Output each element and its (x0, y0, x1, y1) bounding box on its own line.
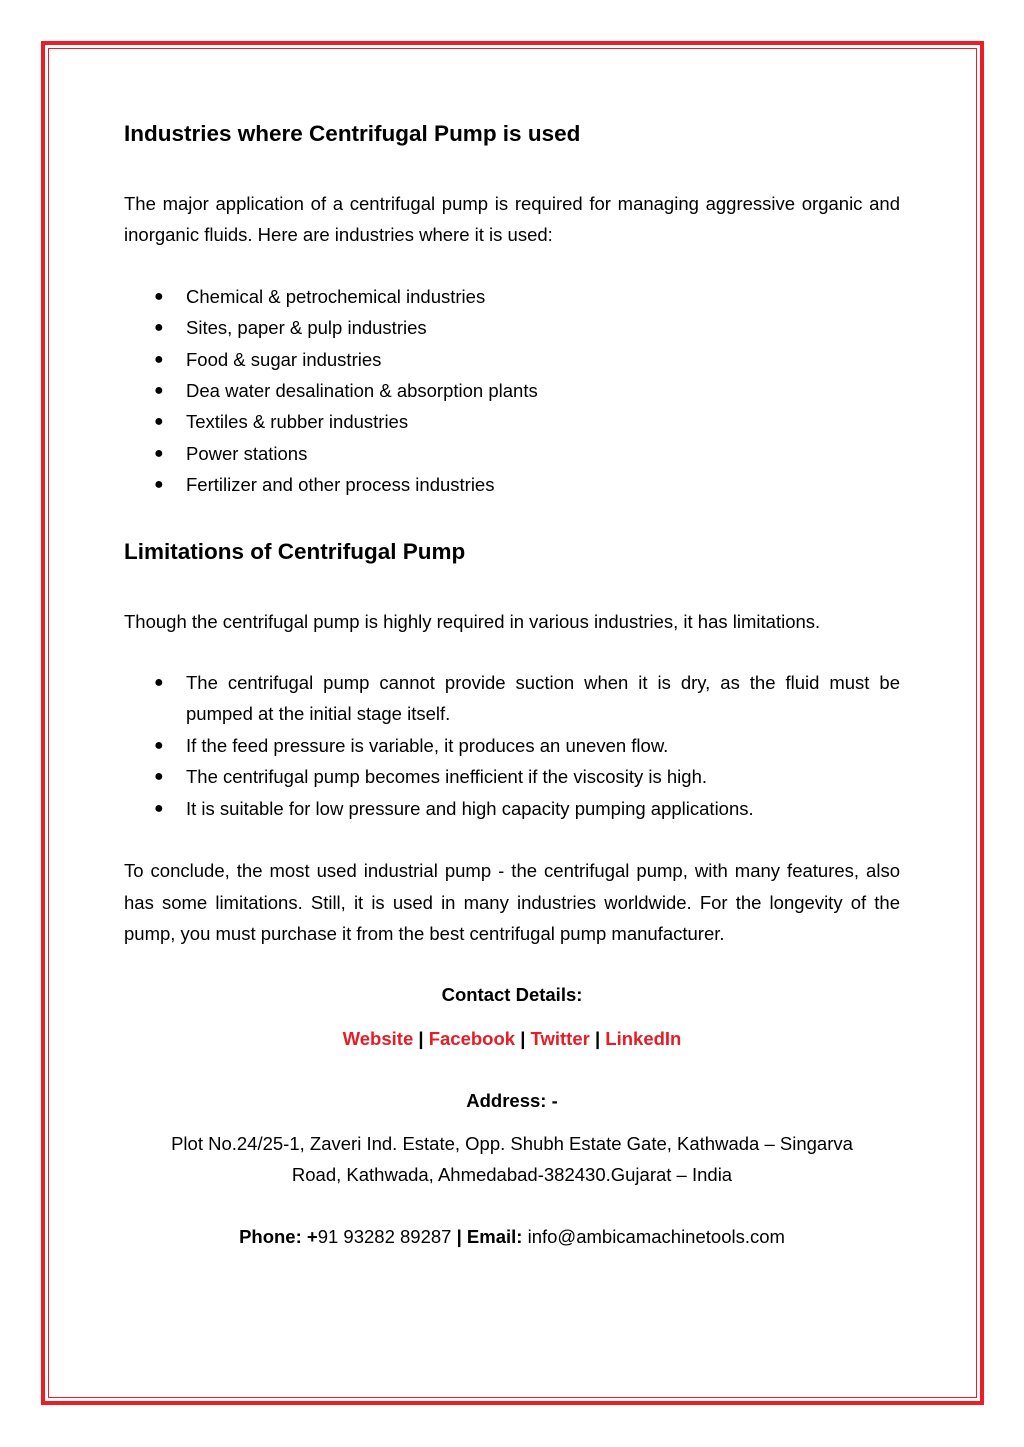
bullet-icon: ● (154, 287, 164, 305)
bullet-icon: ● (154, 319, 164, 337)
list-item: ● It is suitable for low pressure and high capacity pumping applications. (124, 793, 900, 824)
limitations-heading: Limitations of Centrifugal Pump (124, 538, 466, 564)
bullet-icon: ● (154, 350, 164, 368)
address-text: Plot No.24/25-1, Zaveri Ind. Estate, Opp. Shubh Estate Gate, Kathwada – Singarva Road, Kathwada, Ahmedabad-382430.Gujarat – India (171, 1132, 853, 1185)
list-item: ● Fertilizer and other process industries (124, 469, 900, 500)
bullet-icon: ● (154, 382, 164, 400)
list-item: ● The centrifugal pump becomes inefficient if the viscosity is high. (124, 761, 900, 792)
conclusion-paragraph: To conclude, the most used industrial pump - the centrifugal pump, with many features, also has some limitations. Still, it is used in many industries worldwide. For the longevity of the pump, you must purchase it from the best centrifugal pump manufacturer. (124, 860, 900, 944)
industries-heading: Industries where Centrifugal Pump is used (124, 121, 581, 146)
link-separator: | (418, 1027, 424, 1049)
list-item: ● Sites, paper & pulp industries (124, 312, 900, 343)
phone-label: Phone: + (239, 1226, 318, 1248)
list-item: ● Food & sugar industries (124, 344, 900, 375)
list-item: ● Chemical & petrochemical industries (124, 281, 900, 312)
link-separator: | (520, 1027, 526, 1049)
industries-list (124, 281, 900, 501)
list-item: ● Power stations (124, 438, 900, 469)
limitations-list (124, 667, 900, 824)
address-label-line (124, 1085, 900, 1116)
link-separator: | (594, 1027, 601, 1049)
phone-email-line (124, 1221, 900, 1252)
bullet-icon: ● (154, 444, 164, 462)
bullet-icon: ● (154, 736, 164, 754)
facebook-link[interactable]: Facebook (428, 1027, 516, 1049)
link-separator: | (456, 1226, 462, 1248)
twitter-link[interactable]: Twitter (530, 1027, 590, 1049)
bullet-icon: ● (154, 674, 164, 692)
bullet-icon: ● (154, 799, 164, 817)
phone-number: 91 93282 89287 (317, 1226, 452, 1248)
list-item: ● The centrifugal pump cannot provide suction when it is dry, as the fluid must be pumped at the initial stage itself. (124, 667, 900, 730)
linkedin-link[interactable]: LinkedIn (605, 1027, 682, 1049)
social-links (124, 1023, 900, 1054)
document-body (124, 118, 900, 1253)
email-label: Email: (466, 1226, 523, 1248)
list-item: ● If the feed pressure is variable, it produces an uneven flow. (124, 730, 900, 761)
limitations-intro: Though the centrifugal pump is highly required in various industries, it has limitations. (124, 610, 821, 632)
bullet-icon: ● (154, 413, 164, 431)
contact-title: Contact Details: (441, 984, 583, 1006)
list-item: ● Textiles & rubber industries (124, 406, 900, 437)
website-link[interactable]: Website (342, 1027, 414, 1049)
email-address: info@ambicamachinetools.com (527, 1226, 785, 1248)
address-label: Address: - (466, 1090, 558, 1112)
bullet-icon: ● (154, 768, 164, 786)
list-item: ● Dea water desalination & absorption plants (124, 375, 900, 406)
contact-section (124, 979, 900, 1010)
bullet-icon: ● (154, 476, 164, 494)
industries-intro: The major application of a centrifugal pump is required for managing aggressive organic and inorganic fluids. Here are industries where it is used: (124, 193, 900, 246)
